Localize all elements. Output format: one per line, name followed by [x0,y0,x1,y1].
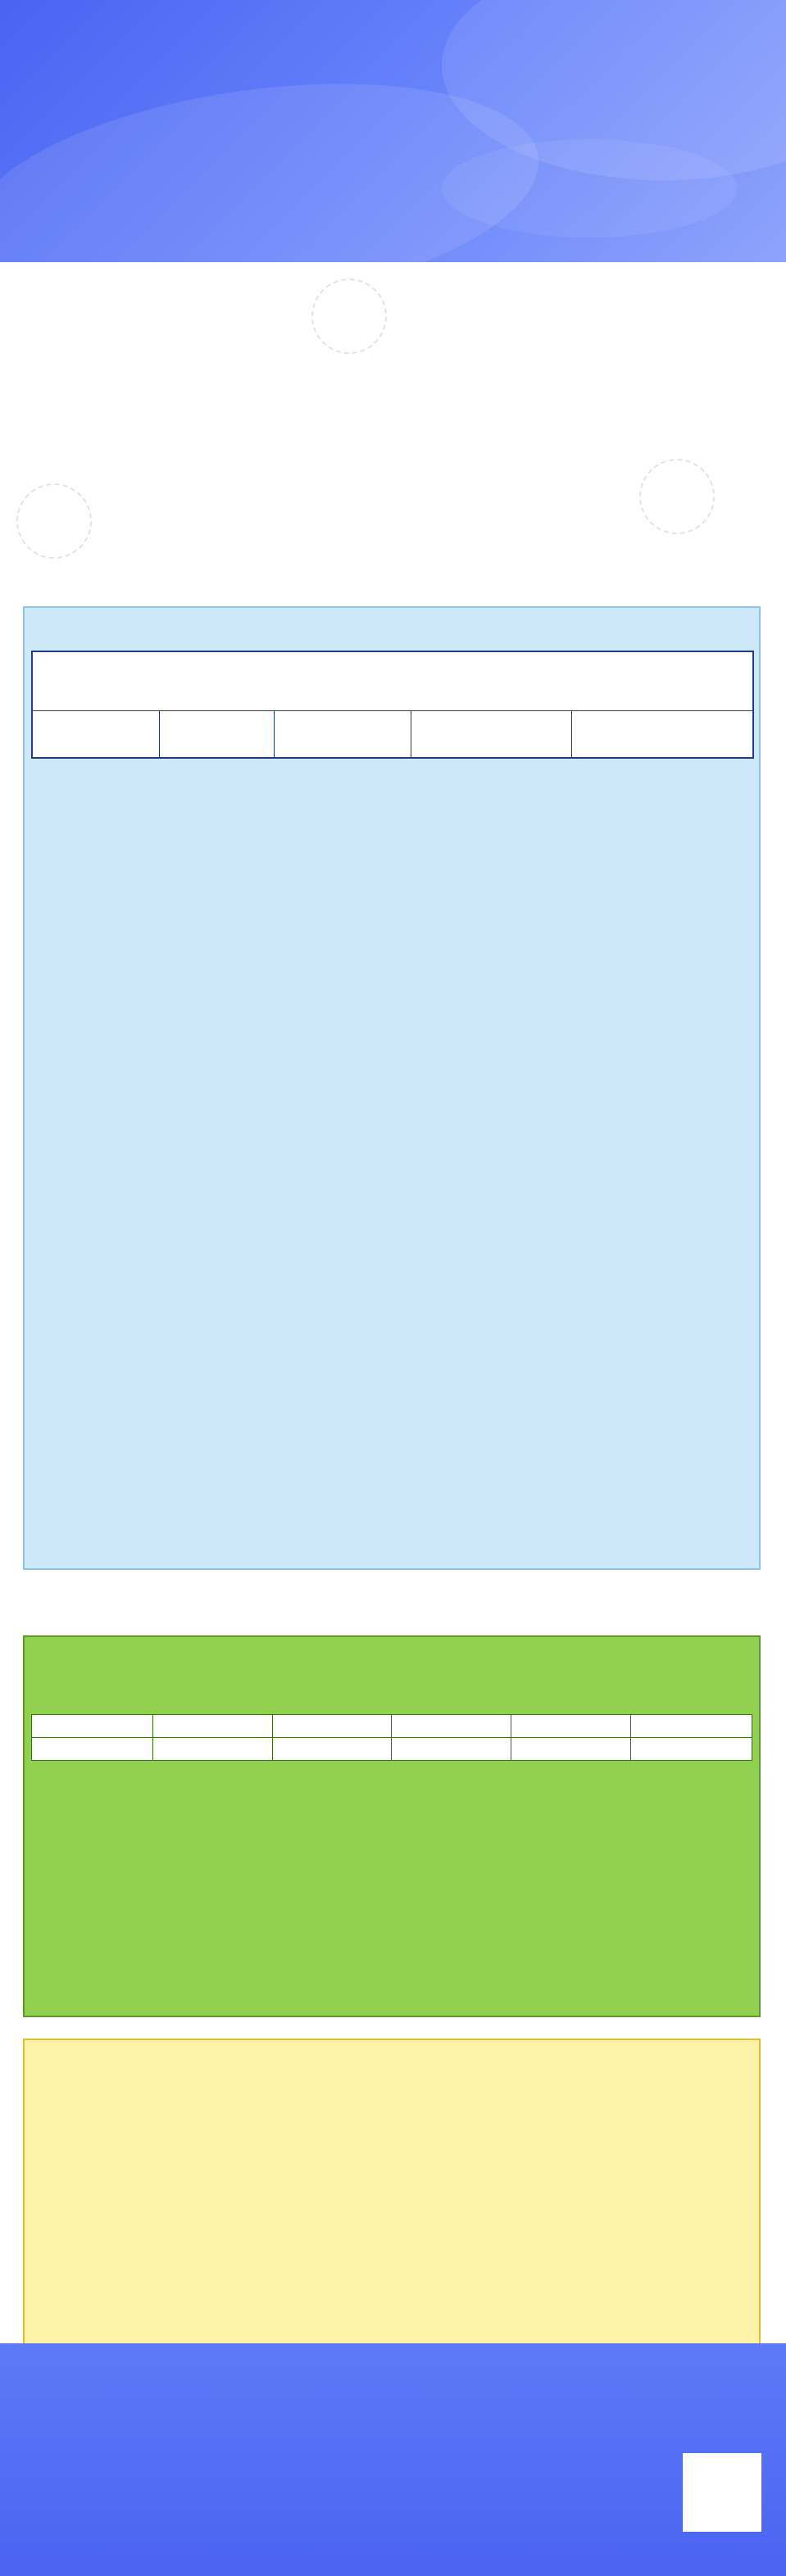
t2-quality [272,1714,392,1737]
t2-quality [392,1714,511,1737]
t1-header-keyword [32,710,160,758]
header-banner [0,0,786,262]
t1-header-effect [274,710,411,758]
t2-count [152,1737,272,1760]
footer-banner [0,2343,786,2576]
table-3-title [115,2073,140,2088]
table-1-section [23,606,761,1570]
t2-quality [152,1714,272,1737]
t2-count [631,1737,752,1760]
t2-quality-label [32,1714,153,1737]
t2-count [392,1737,511,1760]
qr-code-image [688,2458,756,2527]
t1-header-note [571,710,753,758]
table-2-section [23,1635,761,2017]
table-2 [31,1675,752,1761]
t2-count [511,1737,631,1760]
t2-quality [511,1714,631,1737]
t2-count [272,1737,392,1760]
table-2-caption [32,1675,752,1714]
table-3-section [23,2039,761,2360]
t1-header-name [160,710,275,758]
note-warning [0,324,786,344]
qr-code[interactable] [683,2453,761,2532]
t1-header-example [411,710,572,758]
table-1-caption [32,651,753,689]
table-1-label [41,618,53,637]
t2-count-label [32,1737,153,1760]
watermark-stamp [627,447,727,546]
watermark-stamp [4,471,104,571]
note-tip [0,292,786,311]
table-3 [31,2096,754,2360]
table-1 [31,651,754,759]
t2-quality [631,1714,752,1737]
table-3-grid [31,2096,754,2360]
